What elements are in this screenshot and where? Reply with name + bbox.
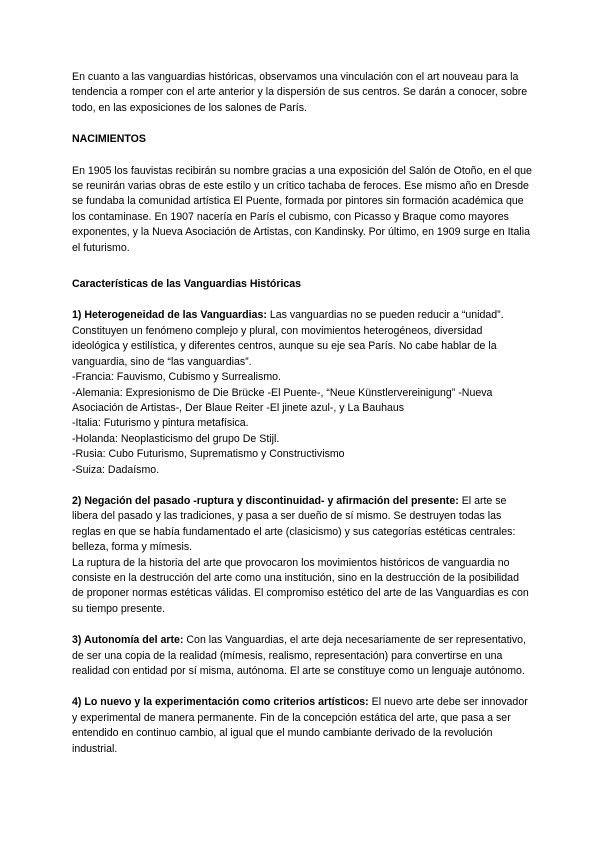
item-2-title: 2) Negación del pasado -ruptura y discontinuidad- y afirmación del presente: — [72, 494, 459, 507]
country-list-item: -Alemania: Expresionismo de Die Brücke -El Puente-, “Neue Künstlervereinigung” -Nueva Asociación de Artistas-, Der Blaue Reiter -El jinete azul-, y La Bauhaus — [72, 386, 493, 414]
item-2-extra-paragraph: La ruptura de la historia del arte que provocaron los movimientos históricos de vanguardia no consiste en la destrucción del arte como una institución, sino en la destrucción de la posibilidad de proponer normas estéticas válidas. El compromiso estético del arte de las Vanguardias es con su tiempo presente. — [72, 556, 529, 615]
item-4-title: 4) Lo nuevo y la experimentación como criterios artísticos: — [72, 696, 369, 709]
country-list-item: -Suiza: Dadaísmo. — [72, 463, 160, 476]
nacimientos-heading: NACIMIENTOS — [72, 133, 146, 146]
intro-paragraph: En cuanto a las vanguardias históricas, observamos una vinculación con el art nouveau para la tendencia a romper con el arte anterior y la dispersión de sus centros. Se darán a conocer, sobre todo, en las exposiciones de los salones de París. — [72, 71, 528, 114]
country-list-item: -Italia: Futurismo y pintura metafísica. — [72, 417, 249, 430]
country-list-item: -Holanda: Neoplasticismo del grupo De Stijl. — [72, 432, 280, 445]
item-2-paragraph — [72, 494, 532, 556]
item-1-title: 1) Heterogeneidad de las Vanguardias: — [72, 309, 267, 322]
item-3-paragraph — [72, 633, 532, 679]
caracteristicas-heading: Características de las Vanguardias Históricas — [72, 278, 302, 291]
country-list-item: -Rusia: Cubo Futurismo, Suprematismo y Constructivismo — [72, 448, 345, 461]
item-1-paragraph — [72, 308, 532, 370]
document-page — [72, 70, 532, 757]
item-3-title: 3) Autonomía del arte: — [72, 634, 184, 647]
item-4-text: El nuevo arte debe ser innovador y experimental de manera permanente. Fin de la concepción estática del arte, que pasa a ser entendido en continuo cambio, al igual que el mundo cambiante derivado de la revolución industrial. — [72, 696, 528, 755]
item-2-text: El arte se libera del pasado y las tradiciones, y pasa a ser dueño de sí mismo. Se destruyen todas las reglas en que se había fundamentado el arte (clasicismo) y sus categorías estéticas centrales: belleza, forma y mímesis. — [72, 494, 516, 554]
country-list-item: -Francia: Fauvismo, Cubismo y Surrealismo. — [72, 371, 281, 384]
item-3-text: Con las Vanguardias, el arte deja necesariamente de ser representativo, de ser una copia de la realidad (mímesis, realismo, representación) para convertirse en una realidad con entidad por sí misma, autónoma. El arte se constituye como un lenguaje autónomo. — [72, 634, 526, 677]
item-4-paragraph — [72, 695, 532, 757]
item-1-text: Las vanguardias no se pueden reducir a “unidad”. Constituyen un fenómeno complejo y plural, con movimientos heterogéneos, diversidad ideológica y estilística, y diferentes centros, aunque su eje sea París. No cabe hablar de la vanguardia, sino de “las vanguardias”. — [72, 309, 504, 368]
nacimientos-paragraph: En 1905 los fauvistas recibirán su nombre gracias a una exposición del Salón de Otoño, en el que se reunirán varias obras de este estilo y un crítico tachaba de feroces. Ese mismo año en Dresde se fundaba la comunidad artística El Puente, formada por pintores sin formación académica que los contaminase. En 1907 nacería en París el cubismo, con Picasso y Braque como mayores exponentes, y la Nueva Asociación de Artistas, con Kandinsky. Por último, en 1909 surge en Italia el futurismo. — [72, 164, 532, 254]
